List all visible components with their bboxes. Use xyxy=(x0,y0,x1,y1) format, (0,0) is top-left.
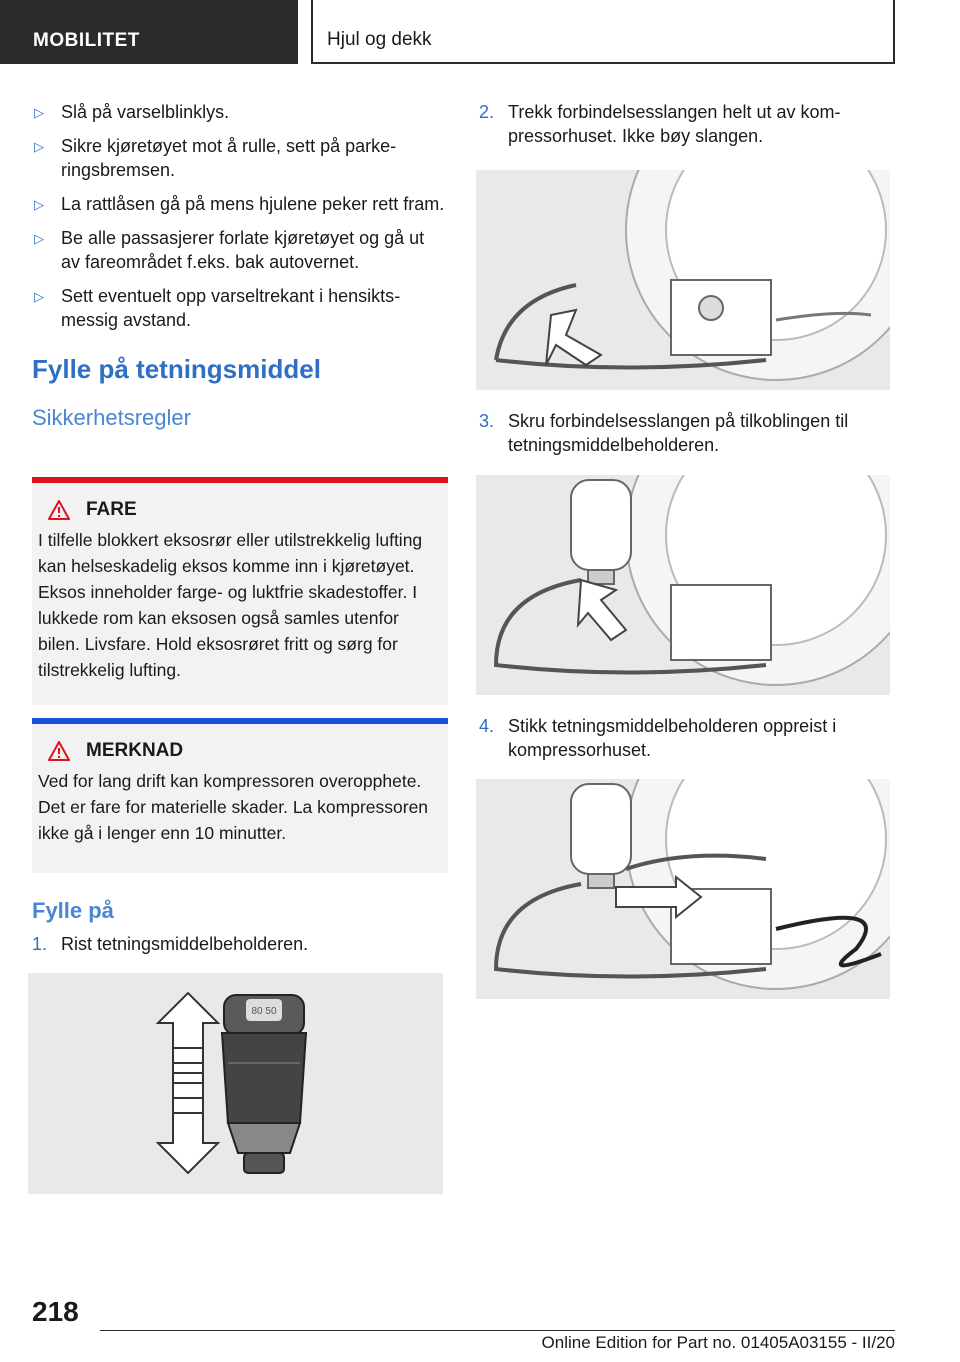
warning-triangle-icon xyxy=(48,741,70,761)
step-3-block xyxy=(479,409,891,457)
triangle-bullet-icon: ▷ xyxy=(34,139,44,154)
precaution-list xyxy=(32,100,448,332)
list-item: ▷ Slå på varselblinklys. xyxy=(32,100,448,124)
step-list xyxy=(32,932,448,956)
figure-insert-bottle xyxy=(476,779,890,999)
section-tab: MOBILITET xyxy=(0,0,298,64)
step-list xyxy=(479,714,891,762)
edition-note: Online Edition for Part no. 01405A03155 - II/20 xyxy=(541,1333,895,1352)
step-item: 3. Skru forbindelsesslangen på tilkoblingen til tetningsmiddelbeholderen. xyxy=(479,411,849,455)
list-item: ▷ Sett eventuelt opp varseltrekant i hensiktsmessig avstand. xyxy=(34,286,401,330)
notice-header: MERKNAD xyxy=(38,740,438,762)
page-number: 218 xyxy=(32,1296,79,1327)
right-column xyxy=(479,100,891,148)
list-item: ▷ La rattlåsen gå på mens hjulene peker rett fram. xyxy=(32,192,448,216)
figure-shake-bottle xyxy=(28,973,443,1194)
danger-bar xyxy=(32,477,448,483)
notice-text: Ved for lang drift kan kompressoren overopphete. Det er fare for materielle skader. La kompressoren ikke gå i lenger enn 10 minutter. xyxy=(38,771,429,843)
step-item: 2. Trekk forbindelsesslangen helt ut av kompressorhuset. Ikke bøy slangen. xyxy=(479,102,841,146)
list-item: ▷ Be alle passasjerer forlate kjøretøyet og gå ut av fareområdet f.eks. bak autovernet. xyxy=(34,228,425,272)
figure-pull-hose xyxy=(476,170,890,390)
chapter-title: Hjul og dekk xyxy=(311,0,895,64)
triangle-bullet-icon: ▷ xyxy=(34,105,44,120)
safety-heading: Sikkerhetsregler xyxy=(32,405,191,430)
shake-bottle-illustration xyxy=(28,973,443,1194)
footer-rule xyxy=(100,1330,895,1331)
step-4-block xyxy=(479,714,891,762)
danger-header: FARE xyxy=(38,499,438,521)
triangle-bullet-icon: ▷ xyxy=(34,231,44,246)
bottle-label: 80 50 xyxy=(251,1006,277,1017)
insert-bottle-illustration xyxy=(476,779,890,999)
left-column xyxy=(32,100,448,431)
section-heading: Fylle på tetningsmiddel xyxy=(32,354,321,384)
screw-hose-illustration xyxy=(476,475,890,695)
list-item: ▷ Sikre kjøretøyet mot å rulle, sett på parkeringsbremsen. xyxy=(34,136,397,180)
danger-box xyxy=(32,477,448,705)
triangle-bullet-icon: ▷ xyxy=(34,197,44,212)
figure-screw-hose xyxy=(476,475,890,695)
danger-text: I tilfelle blokkert eksosrør eller utilstrekkelig lufting kan helseskadelig eksos komme inn i kjøretøyet. Eksos inneholder farge- og luktfrie skadestoffer. I lukkede rom kan eksosen også samles utenfor bilen. Livsfare. Hold eksosrøret fritt og sørg for tilstrekkelig lufting. xyxy=(38,530,423,680)
step-item: 4. Stikk tetningsmiddelbeholderen oppreist i kompressorhuset. xyxy=(479,716,837,760)
notice-bar xyxy=(32,718,448,724)
fill-heading: Fylle på xyxy=(32,898,114,923)
pull-hose-illustration xyxy=(476,170,890,390)
warning-triangle-icon xyxy=(48,500,70,520)
notice-box xyxy=(32,718,448,873)
triangle-bullet-icon: ▷ xyxy=(34,289,44,304)
step-list xyxy=(479,100,891,148)
step-list xyxy=(479,409,891,457)
fill-section xyxy=(32,898,448,956)
step-item: 1. Rist tetningsmiddelbeholderen. xyxy=(32,934,309,954)
